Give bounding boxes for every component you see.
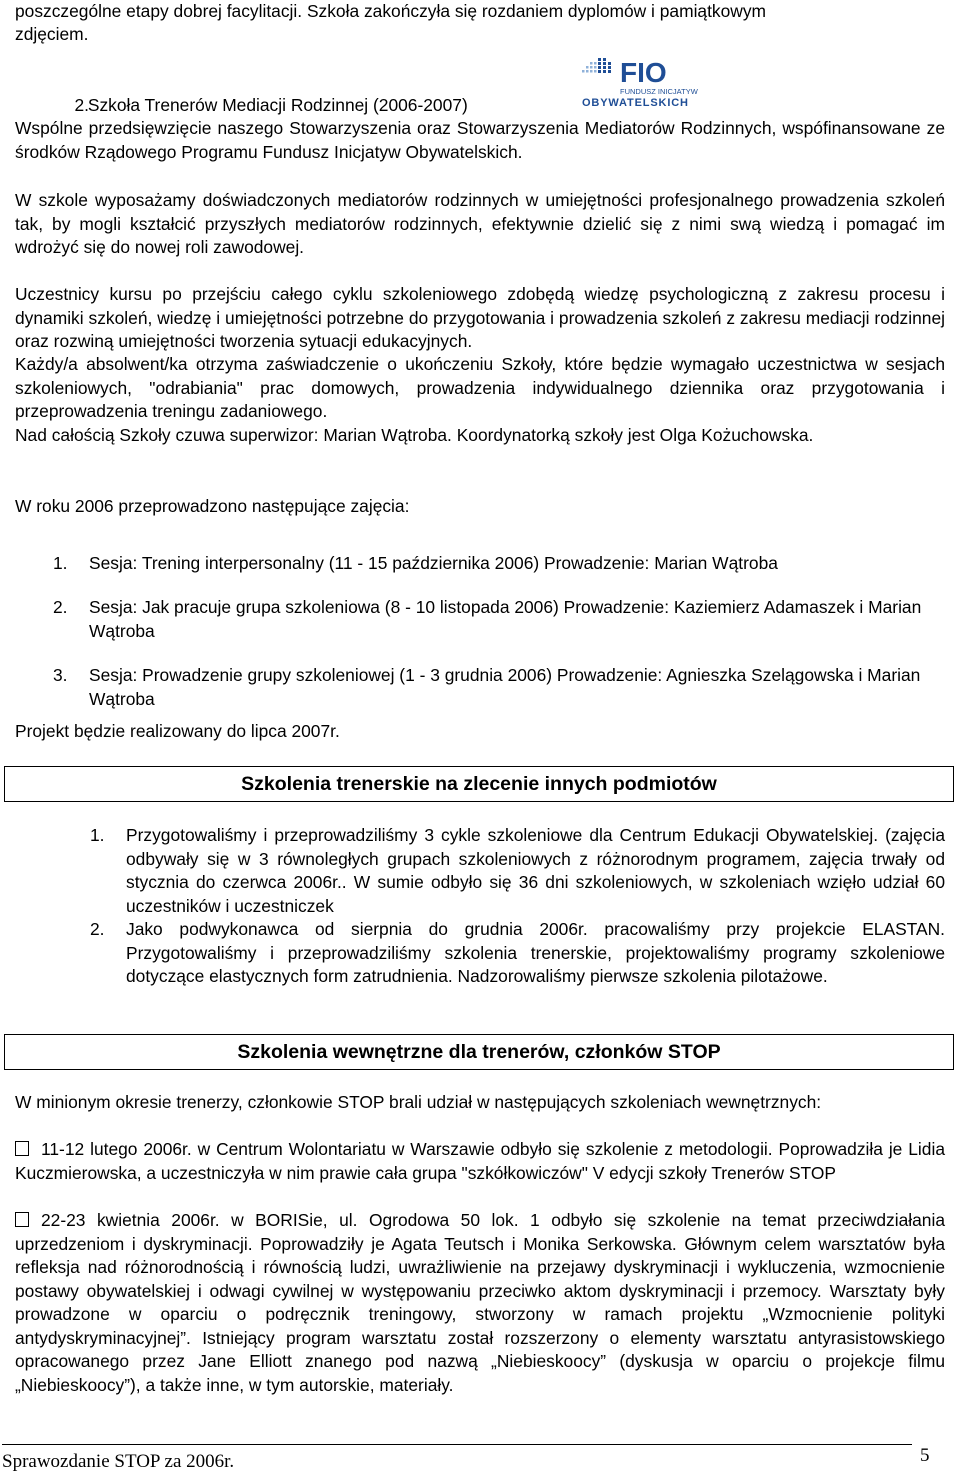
section1-item-text: Jako podwykonawca od sierpnia do grudnia 2006r. pracowaliśmy przy projekcie ELASTAN. Przygotowaliśmy i przeprowadziliśmy szkolenia trenerskie, projektowaliśmy programy szkoleniowe dotyczące elastycznych form zatrudnienia. Nadzorowaliśmy pierwsze szkolenia pilotażowe. [126,919,945,986]
page-number: 5 [920,1445,930,1466]
session-text: Sesja: Jak pracuje grupa szkoleniowa (8 - 10 listopada 2006) Prowadzenie: Kaziemierz Adamaszek i Marian Wątroba [89,597,922,641]
school-p6: W roku 2006 przeprowadzono następujące zajęcia: [15,496,410,516]
fio-logo-sub2: OBYWATELSKICH [582,97,688,109]
session-number: 3. [53,665,68,685]
fio-logo-sub1: FUNDUSZ INICJATYW [620,87,698,96]
session-number: 1. [53,553,68,573]
school-p3: Uczestnicy kursu po przejściu całego cyklu szkoleniowego zdobędą wiedzę psychologiczną z zakresu procesu i dynamiki szkoleń, wiedzę i umiejętności potrzebne do przygotowania i prowadzenia szkoleń z zakresu mediacji rodzinnej oraz rozwiną umiejętności tworzenia sytuacji edukacyjnych. [15,284,945,351]
school-p4: Każdy/a absolwent/ka otrzyma zaświadczenie o ukończeniu Szkoły, które będzie wymagało uczestnictwa w sesjach szkoleniowych, "odrabiania" prac domowych, prowadzenia indywidualnego dziennika oraz przygotowania i przeprowadzenia treningu zadaniowego. [15,354,945,421]
section2-bullet-2 [15,1209,945,1397]
section1-heading: Szkolenia trenerskie na zlecenie innych podmiotów [4,766,954,802]
footer-divider [2,1444,912,1445]
intro-line-2: zdjęciem. [15,24,89,44]
school-p2: W szkole wyposażamy doświadczonych mediatorów rodzinnych w umiejętności profesjonalnego prowadzenia szkoleń tak, by mogli kształcić przyszłych mediatorów rodzinnych, efektywnie dzielić się z nimi swą wiedzą i pomagać im wdrożyć się do nowej roli zawodowej. [15,190,945,257]
school-number: 2. [74,95,89,115]
bullet-box-icon [15,1212,29,1227]
school-title: Szkoła Trenerów Mediacji Rodzinnej (2006-2007) [87,95,468,115]
session-number: 2. [53,597,68,617]
section2-intro: W minionym okresie trenerzy, członkowie STOP brali udział w następujących szkoleniach wewnętrznych: [15,1092,822,1112]
section2-heading: Szkolenia wewnętrzne dla trenerów, członków STOP [4,1034,954,1070]
intro-line-1: poszczególne etapy dobrej facylitacji. Szkoła zakończyła się rozdaniem dyplomów i pamiątkowym [15,1,767,21]
school-p7: Projekt będzie realizowany do lipca 2007r. [15,721,340,741]
section2-bullet-2-text: 22-23 kwietnia 2006r. w BORISie, ul. Ogrodowa 50 lok. 1 odbyło się szkolenie na temat przeciwdziałania uprzedzeniom i dyskryminacji. Poprowadziły je Agata Teutsch i Monika Serkowska. Głównym celem warsztatów była refleksja nad różnorodnością i równością ludzi, uwrażliwienie na przejawy dyskryminacji i wykluczenia, wzmocnienie postawy obywatelskiej i odwagi cywilnej w występowaniu przeciwko aktom dyskryminacji i przemocy. Warsztaty były prowadzone w oparciu o podręcznik treningowy, stworzony w ramach projektu „Wzmocnienie polityki antydyskryminacyjnej”. Istniejący program warsztatu został rozszerzony o elementy warsztatu antyrasistowskiego opracowanego przez Jane Elliott znanego pod nazwą „Niebieskoocy” (dyskusja w oparciu o projekcje filmu „Niebieskoocy”), a także inne, w tym autorskie, materiały. [15,1210,945,1395]
session-text: Sesja: Trening interpersonalny (11 - 15 października 2006) Prowadzenie: Marian Wątroba [89,553,778,573]
section2-bullet-1-text: 11-12 lutego 2006r. w Centrum Wolontariatu w Warszawie odbyło się szkolenie z metodologii. Poprowadziła je Lidia Kuczmierowska, a uczestniczyła w nim prawie cała grupa "szkółkowiczów" V edycji szkoły Trenerów STOP [15,1139,945,1183]
school-heading [15,94,945,118]
school-p5: Nad całością Szkoły czuwa superwizor: Marian Wątroba. Koordynatorką szkoły jest Olga Kożuchowska. [15,425,814,445]
section2-bullet-1 [15,1138,945,1185]
section1-item-number: 2. [90,919,105,939]
section1-item-number: 1. [90,825,105,845]
session-text: Sesja: Prowadzenie grupy szkoleniowej (1 - 3 grudnia 2006) Prowadzenie: Agnieszka Szelągowska i Marian Wątroba [89,665,921,709]
school-p1: Wspólne przedsięwzięcie naszego Stowarzyszenia oraz Stowarzyszenia Mediatorów Rodzinnych, wspófinansowane ze środków Rządowego Programu Fundusz Inicjatyw Obywatelskich. [15,118,945,162]
footer-text: Sprawozdanie STOP za 2006r. [2,1451,235,1472]
section1-item-text: Przygotowaliśmy i przeprowadziliśmy 3 cykle szkoleniowe dla Centrum Edukacji Obywatelskiej. (zajęcia odbywały się w 3 równoległych grupach szkoleniowych z różnorodnym programem, zajęcia trwały od stycznia do czerwca 2006r.. W sumie odbyło się 36 dni szkoleniowych, w szkoleniach wzięło udział 60 uczestników i uczestniczek [126,825,945,916]
bullet-box-icon [15,1141,29,1156]
fio-logo-text: FIO [620,57,667,88]
